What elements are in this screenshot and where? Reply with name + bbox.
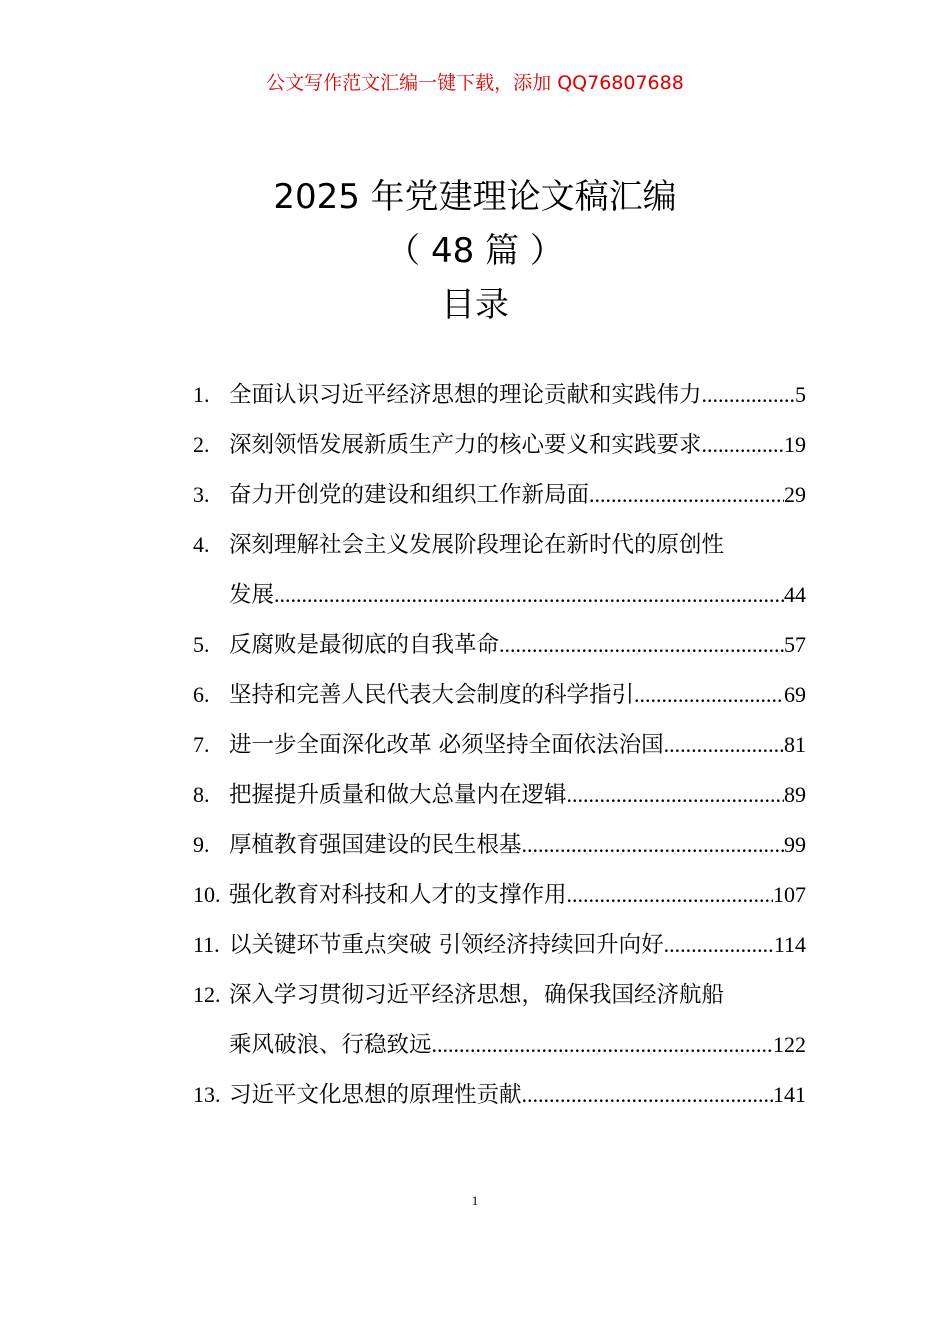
toc-entry-page: 29: [784, 482, 806, 507]
toc-entry-number: 13.: [193, 1082, 221, 1107]
toc-entry[interactable]: [193, 370, 806, 420]
toc-leader-dots: [702, 420, 784, 470]
toc-entry-page: 107: [773, 882, 806, 907]
toc-entry-page: 5: [795, 382, 806, 407]
toc-entry-page: 69: [784, 682, 806, 707]
toc-entry[interactable]: [193, 620, 806, 670]
toc-entry[interactable]: [193, 770, 806, 820]
toc-entry-number: 5.: [193, 632, 210, 657]
watermark-text: 公文写作范文汇编一键下载，添加 QQ76807688: [266, 72, 684, 94]
toc-entry-title: 全面认识习近平经济思想的理论贡献和实践伟力: [229, 382, 702, 408]
toc-leader-dots: [634, 670, 784, 720]
toc-leader-dots: [274, 570, 784, 620]
toc-leader-dots: [432, 1020, 773, 1070]
toc-leader-dots: [522, 1070, 773, 1120]
toc-entry-continuation[interactable]: [193, 570, 806, 620]
toc-entry-page: 99: [784, 832, 806, 857]
toc-entry-title: 把握提升质量和做大总量内在逻辑: [229, 782, 567, 808]
toc-entry-title: 坚持和完善人民代表大会制度的科学指引: [229, 682, 635, 708]
document-title: [0, 170, 950, 332]
toc-entry-title: 深刻理解社会主义发展阶段理论在新时代的原创性: [229, 532, 725, 558]
toc-entry-number: 2.: [193, 432, 210, 457]
toc-entry-page: 141: [773, 1082, 806, 1107]
toc-entry-number: 6.: [193, 682, 210, 707]
toc-entry-number: 3.: [193, 482, 210, 507]
toc-entry[interactable]: [193, 420, 806, 470]
toc-leader-dots: [664, 920, 774, 970]
toc-entry-page: 81: [784, 732, 806, 757]
toc-entry-title: 进一步全面深化改革 必须坚持全面依法治国: [229, 732, 664, 758]
toc-entry-page: 114: [773, 932, 806, 957]
toc-entry-title-continued: 发展: [229, 582, 275, 608]
toc-leader-dots: [589, 470, 784, 520]
toc-entry[interactable]: [193, 670, 806, 720]
toc-entry-title: 习近平文化思想的原理性贡献: [229, 1082, 522, 1108]
title-line-3: 目录: [441, 285, 509, 325]
toc-entry-number: 10.: [193, 882, 221, 907]
title-line-1: 2025 年党建理论文稿汇编: [273, 177, 677, 217]
toc-leader-dots: [499, 620, 784, 670]
toc-entry[interactable]: [193, 870, 806, 920]
toc-entry-title-continued: 乘风破浪、行稳致远: [229, 1032, 432, 1058]
toc-entry-number: 8.: [193, 782, 210, 807]
toc-entry[interactable]: [193, 470, 806, 520]
toc-entry-page: 44: [784, 582, 806, 607]
toc-entry-title: 深刻领悟发展新质生产力的核心要义和实践要求: [229, 432, 702, 458]
toc-entry-title: 深入学习贯彻习近平经济思想，确保我国经济航船: [229, 982, 725, 1008]
page-number: 1: [471, 1193, 479, 1208]
table-of-contents: [193, 370, 806, 1120]
toc-leader-dots: [567, 770, 784, 820]
toc-entry[interactable]: [193, 720, 806, 770]
toc-entry-title: 强化教育对科技和人才的支撑作用: [229, 882, 567, 908]
toc-entry-page: 122: [773, 1032, 806, 1057]
toc-entry[interactable]: [193, 920, 806, 970]
toc-leader-dots: [567, 870, 773, 920]
toc-entry-title: 反腐败是最彻底的自我革命: [229, 632, 500, 658]
toc-entry[interactable]: [193, 970, 806, 1020]
toc-entry-title: 奋力开创党的建设和组织工作新局面: [229, 482, 590, 508]
toc-entry[interactable]: [193, 1070, 806, 1120]
toc-leader-dots: [702, 370, 795, 420]
toc-entry-number: 7.: [193, 732, 210, 757]
toc-entry[interactable]: [193, 520, 806, 570]
toc-entry-title: 以关键环节重点突破 引领经济持续回升向好: [229, 932, 664, 958]
toc-entry[interactable]: [193, 820, 806, 870]
toc-entry-number: 4.: [193, 532, 210, 557]
title-line-2: （ 48 篇 ）: [386, 231, 564, 271]
toc-leader-dots: [664, 720, 784, 770]
toc-entry-page: 19: [784, 432, 806, 457]
toc-entry-number: 11.: [193, 932, 220, 957]
toc-leader-dots: [522, 820, 784, 870]
toc-entry-title: 厚植教育强国建设的民生根基: [229, 832, 522, 858]
toc-entry-page: 89: [784, 782, 806, 807]
toc-entry-continuation[interactable]: [193, 1020, 806, 1070]
toc-entry-number: 12.: [193, 982, 221, 1007]
toc-entry-page: 57: [784, 632, 806, 657]
toc-entry-number: 9.: [193, 832, 210, 857]
toc-entry-number: 1.: [193, 382, 210, 407]
